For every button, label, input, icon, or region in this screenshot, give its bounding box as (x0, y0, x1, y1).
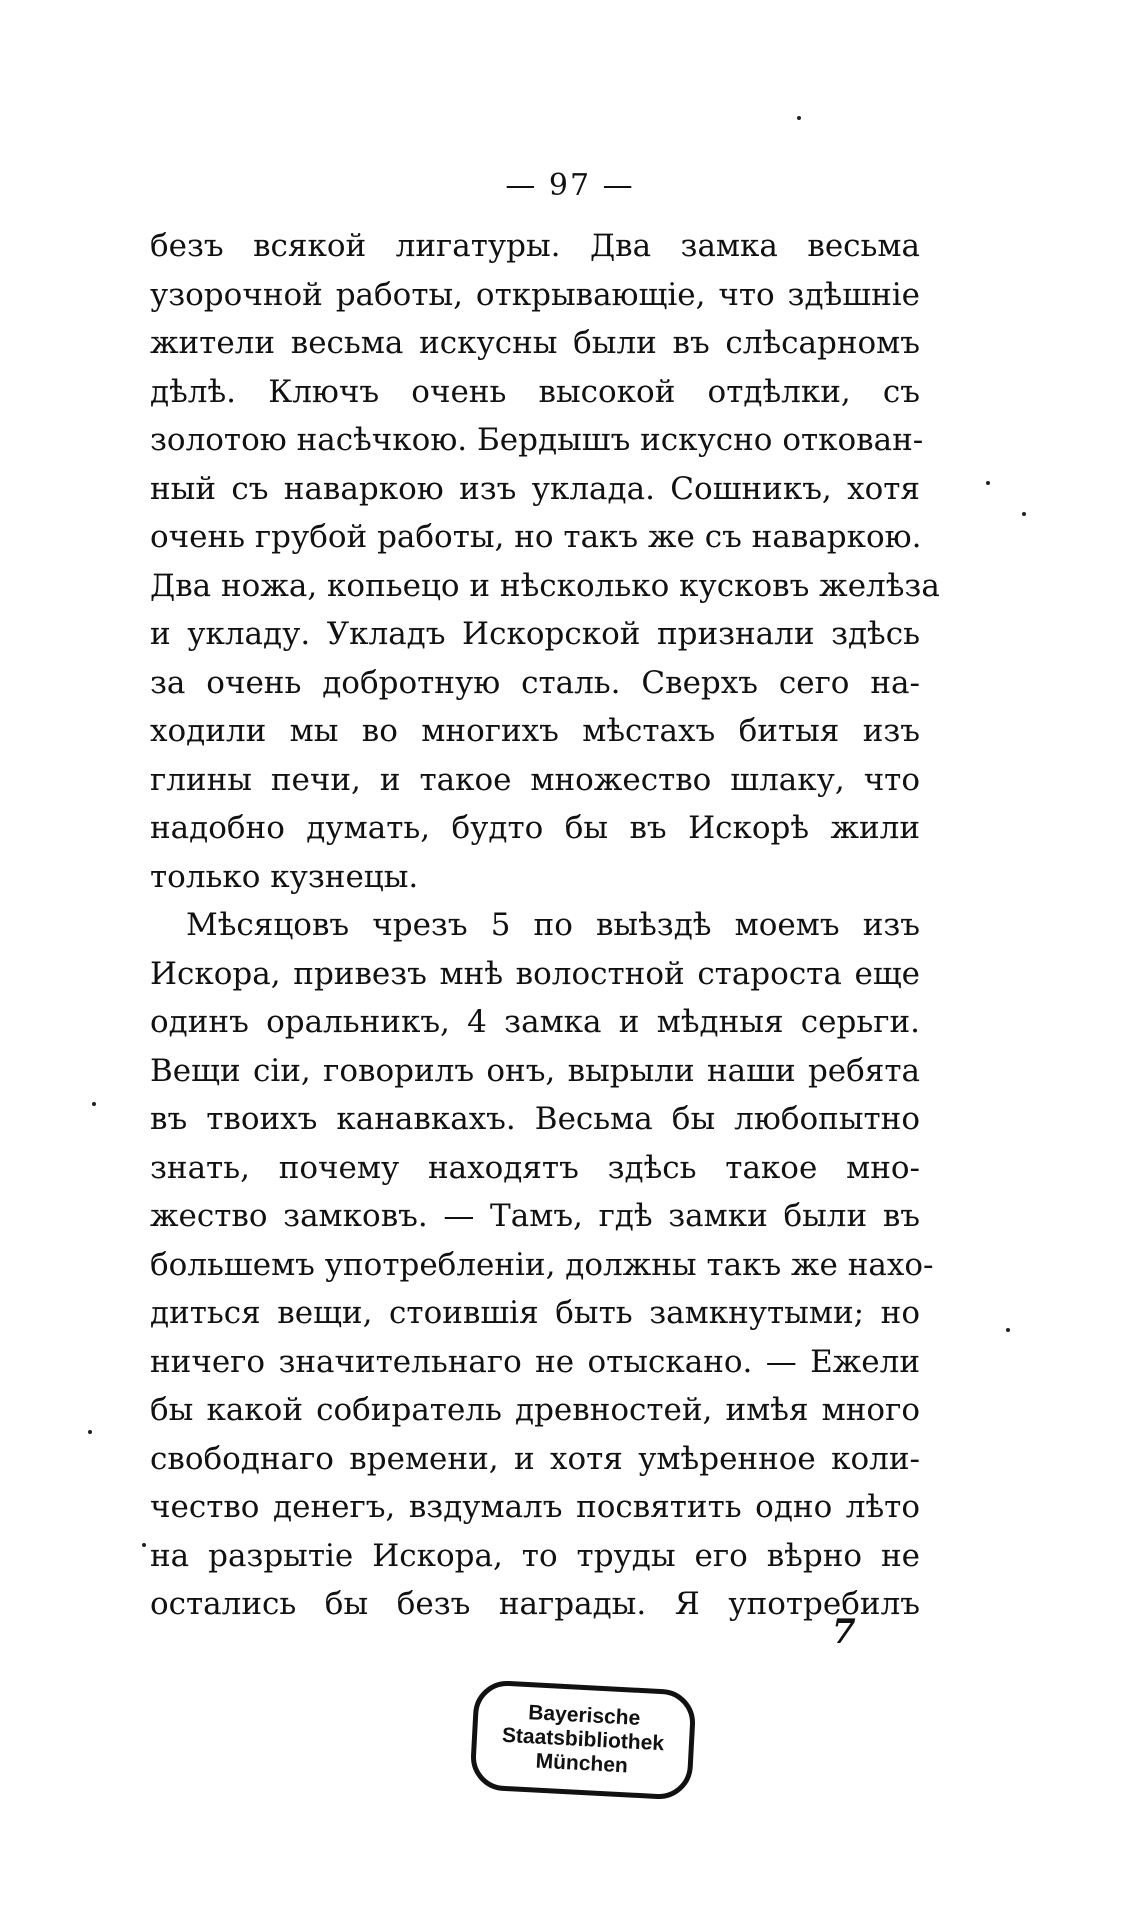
text-line: Вещи сіи, говорилъ онъ, вырыли наши ребята (150, 1052, 920, 1089)
text-line: дѣлѣ. Ключъ очень высокой отдѣлки, съ (150, 373, 920, 410)
text-line: чество денегъ, вздумалъ посвятить одно лѣто (150, 1489, 920, 1525)
text-line: ходили мы во многихъ мѣстахъ битыя изъ (150, 713, 920, 749)
text-line: очень грубой работы, но такъ же съ наваркою. (150, 519, 922, 555)
text-line: надобно думать, будто бы въ Искорѣ жили (150, 810, 920, 846)
text-line: бы какой собиратель древностей, имѣя много (150, 1392, 920, 1428)
text-line: золотою насѣчкою. Бердышъ искусно откован- (150, 422, 924, 458)
text-line: жители весьма искусны были въ слѣсарномъ (150, 325, 920, 361)
stamp-line: München (535, 1749, 629, 1778)
text-line: остались бы безъ награды. Я употребилъ (150, 1586, 920, 1622)
text-line: свободнаго времени, и хотя умѣренное коли- (150, 1440, 920, 1477)
scan-speck (797, 116, 801, 120)
text-line: ный съ наваркою изъ уклада. Сошникъ, хотя (150, 470, 920, 507)
text-line: на разрытіе Искора, то труды его вѣрно не (150, 1537, 920, 1574)
text-line: глины печи, и такое множество шлаку, что (150, 761, 920, 798)
text-line: за очень добротную сталь. Сверхъ сего на- (150, 664, 920, 701)
text-line: въ твоихъ канавкахъ. Весьма бы любопытно (150, 1101, 920, 1137)
page-number-header: — 97 — (505, 168, 635, 203)
text-line: Искора, привезъ мнѣ волостной староста еще (150, 955, 920, 992)
text-line: узорочной работы, открывающіе, что здѣшніе (150, 276, 920, 313)
text-line: Два ножа, копьецо и нѣсколько кусковъ желѣза (150, 567, 940, 604)
text-line: только кузнецы. (150, 858, 419, 895)
text-line: знать, почему находятъ здѣсь такое мно- (150, 1149, 920, 1186)
text-line: жество замковъ. — Тамъ, гдѣ замки были въ (150, 1198, 920, 1234)
text-line: безъ всякой лигатуры. Два замка весьма (150, 228, 920, 264)
scan-speck (88, 1430, 92, 1434)
text-line: одинъ оральникъ, 4 замка и мѣдныя серьги. (150, 1004, 920, 1040)
body-text (150, 222, 940, 1629)
stamp-line: Bayerische (527, 1701, 641, 1730)
text-line: и укладу. Укладъ Искорской признали здѣсь (150, 616, 920, 652)
signature-mark: 7 (832, 1612, 856, 1652)
scan-speck (1006, 1328, 1010, 1332)
scan-speck (92, 1102, 96, 1106)
scan-speck (1022, 512, 1026, 516)
text-line: Мѣсяцовъ чрезъ 5 по выѣздѣ моемъ изъ (186, 907, 920, 943)
library-stamp (469, 1679, 696, 1800)
text-line: ничего значительнаго не отыскано. — Ежели (150, 1343, 920, 1380)
text-line: диться вещи, стоившія быть замкнутыми; но (150, 1295, 920, 1331)
scan-speck (142, 1543, 146, 1547)
text-line: большемъ употребленіи, должны такъ же нахо- (150, 1246, 934, 1283)
scan-speck (986, 481, 990, 485)
stamp-line: Staatsbibliothek (501, 1723, 665, 1756)
